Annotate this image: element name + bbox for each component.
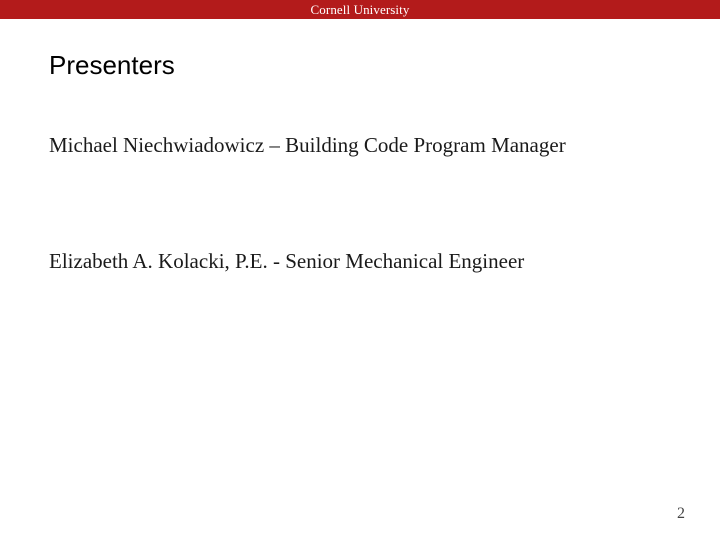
presenter-item: Michael Niechwiadowicz – Building Code Program Manager [49, 133, 566, 157]
slide-title: Presenters [49, 50, 175, 80]
page-number: 2 [677, 505, 685, 522]
cornell-logo-wordmark: Cornell University [310, 2, 410, 17]
presenter-item: Elizabeth A. Kolacki, P.E. - Senior Mechanical Engineer [49, 249, 525, 273]
